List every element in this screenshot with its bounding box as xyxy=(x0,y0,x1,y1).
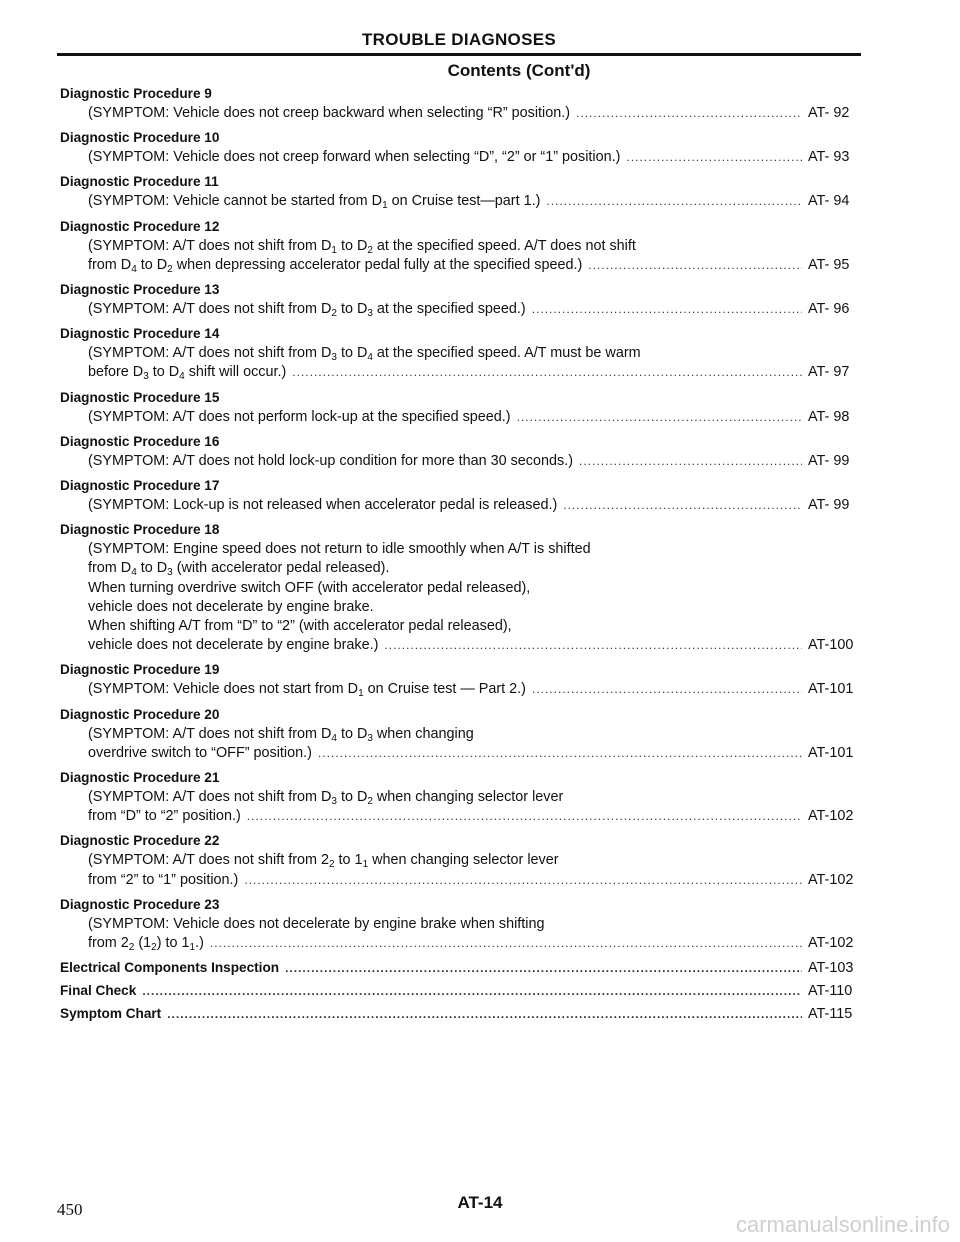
text-segment: (SYMPTOM: A/T does not hold lock-up condition for more than 30 seconds.) xyxy=(88,452,573,469)
description-text xyxy=(88,541,591,557)
entry-description-line xyxy=(60,807,860,826)
subscript: 4 xyxy=(131,263,137,275)
subscript: 2 xyxy=(128,942,135,954)
description-text xyxy=(88,618,512,634)
page-reference: AT-103 xyxy=(808,960,854,977)
text-segment: to D xyxy=(148,364,180,381)
entry-description-line xyxy=(60,408,860,427)
text-segment: to D xyxy=(336,345,368,362)
entry-description-line xyxy=(60,871,860,890)
page-reference: AT- 92 xyxy=(808,105,850,121)
text-segment: to D xyxy=(136,256,168,273)
dot-leader xyxy=(517,408,802,427)
description-text xyxy=(88,104,570,123)
toc-entry xyxy=(60,324,860,382)
text-segment: from “D” to “2” position.) xyxy=(88,808,241,825)
toc-entry xyxy=(60,217,860,275)
dot-leader xyxy=(579,452,802,471)
entry-title: Diagnostic Procedure 9 xyxy=(60,86,212,101)
text-segment: When shifting A/T from “D” to “2” (with accelerator pedal released), xyxy=(88,618,512,635)
description-text xyxy=(88,238,636,254)
description-text xyxy=(88,871,238,890)
page-reference: AT-102 xyxy=(808,871,854,888)
dot-leader xyxy=(167,1004,802,1024)
page-reference: AT-102 xyxy=(808,808,854,825)
entry-title: Diagnostic Procedure 14 xyxy=(60,326,220,342)
entry-title: Diagnostic Procedure 21 xyxy=(60,770,220,786)
text-segment: ) to 1 xyxy=(156,935,190,952)
entry-description-line xyxy=(60,915,860,934)
entry-description-line xyxy=(60,598,860,617)
description-text xyxy=(88,560,390,579)
text-segment: (SYMPTOM: Engine speed does not return to idle smoothly when A/T is shifted xyxy=(88,541,591,558)
text-segment: When turning overdrive switch OFF (with accelerator pedal released), xyxy=(88,579,531,596)
text-segment: when depressing accelerator pedal fully at the specified speed.) xyxy=(172,256,583,273)
description-text xyxy=(88,345,641,364)
toc-entry xyxy=(60,895,860,953)
page-code: AT-14 xyxy=(457,1193,503,1212)
text-segment: to D xyxy=(336,789,368,806)
entry-description-line xyxy=(60,636,860,655)
entry-title: Diagnostic Procedure 18 xyxy=(60,522,220,538)
entry-description-line xyxy=(60,788,860,807)
subscript: 3 xyxy=(367,732,373,744)
toc-entry xyxy=(60,958,860,978)
description-text xyxy=(88,452,573,471)
text-segment: when changing xyxy=(372,725,474,742)
page-reference: AT-102 xyxy=(808,935,854,952)
dot-leader xyxy=(532,300,802,319)
description-text xyxy=(88,934,204,953)
entry-title: Diagnostic Procedure 11 xyxy=(60,174,219,190)
description-text xyxy=(88,408,511,427)
subscript: 3 xyxy=(331,796,337,808)
entry-title: Diagnostic Procedure 17 xyxy=(60,478,220,494)
toc-entry xyxy=(60,172,860,211)
entry-row xyxy=(60,1004,860,1024)
page-reference: AT- 95 xyxy=(808,256,850,273)
text-segment: .) xyxy=(195,935,204,952)
entry-row xyxy=(60,981,860,1001)
entry-title: Symptom Chart xyxy=(60,1006,162,1022)
description-text xyxy=(88,744,312,763)
entry-title: Diagnostic Procedure 19 xyxy=(60,662,220,678)
text-segment: from 2 xyxy=(88,935,129,952)
subscript: 1 xyxy=(331,244,337,256)
text-segment: overdrive switch to “OFF” position.) xyxy=(88,744,312,761)
entry-description-line xyxy=(60,104,860,123)
subscript: 2 xyxy=(151,942,157,954)
text-segment: to D xyxy=(336,725,368,742)
entry-description-line xyxy=(60,344,860,363)
description-text xyxy=(88,852,559,871)
subscript: 4 xyxy=(331,732,337,744)
page-title: TROUBLE DIAGNOSES xyxy=(361,30,556,49)
entry-description-line xyxy=(60,148,860,167)
toc-entry xyxy=(60,432,860,471)
entry-title: Diagnostic Procedure 10 xyxy=(60,130,220,146)
text-segment: to D xyxy=(136,560,168,577)
description-text xyxy=(88,496,557,515)
text-segment: to D xyxy=(336,237,368,254)
dot-leader xyxy=(563,496,802,515)
dot-leader xyxy=(292,363,802,382)
entry-title: Diagnostic Procedure 16 xyxy=(60,433,220,449)
entry-description-line xyxy=(60,237,860,256)
entry-description-line xyxy=(60,192,860,211)
page-reference: AT-115 xyxy=(808,1006,853,1023)
text-segment: from D xyxy=(88,256,132,273)
toc-entry xyxy=(60,84,860,123)
text-segment: from “2” to “1” position.) xyxy=(88,871,239,888)
toc-entry xyxy=(60,831,860,889)
description-text xyxy=(88,148,620,167)
entry-description-line xyxy=(60,452,860,471)
subscript: 1 xyxy=(382,200,388,212)
page-reference: AT- 98 xyxy=(808,408,850,425)
entry-title: Diagnostic Procedure 22 xyxy=(60,833,220,849)
text-segment: (with accelerator pedal released). xyxy=(172,560,390,577)
subscript: 2 xyxy=(329,859,335,871)
toc-entry xyxy=(60,981,860,1001)
text-segment: (SYMPTOM: A/T does not shift from 2 xyxy=(88,852,329,869)
entry-title: Final Check xyxy=(60,983,137,999)
entry-description-line xyxy=(60,934,860,953)
toc-entry xyxy=(60,1004,860,1024)
subscript: 2 xyxy=(167,263,173,275)
text-segment: vehicle does not decelerate by engine brake.) xyxy=(88,637,379,654)
toc-entry xyxy=(60,388,860,427)
dot-leader xyxy=(588,256,802,275)
subscript: 2 xyxy=(367,244,373,256)
dot-leader xyxy=(244,871,802,890)
text-segment: shift will occur.) xyxy=(184,364,287,381)
entry-row xyxy=(60,958,860,978)
entry-description-line xyxy=(60,579,860,598)
entry-title: Diagnostic Procedure 13 xyxy=(60,282,220,298)
text-segment: when changing selector lever xyxy=(372,789,564,806)
entry-title: Electrical Components Inspection xyxy=(60,960,280,976)
page-reference: AT- 93 xyxy=(808,149,850,166)
text-segment: on Cruise test — Part 2.) xyxy=(363,681,526,698)
entry-description-line xyxy=(60,496,860,515)
description-text xyxy=(88,916,545,932)
dot-leader xyxy=(576,104,802,123)
page-reference: AT-110 xyxy=(808,983,853,1000)
text-segment: (SYMPTOM: Vehicle cannot be started from D xyxy=(88,193,383,210)
description-text xyxy=(88,256,582,275)
description-text xyxy=(88,680,526,699)
entry-description-line xyxy=(60,617,860,636)
page-subtitle: Contents (Cont'd) xyxy=(447,61,591,80)
description-text xyxy=(88,363,286,382)
subscript: 1 xyxy=(189,942,196,954)
toc-entry xyxy=(60,476,860,515)
text-segment: (SYMPTOM: A/T does not shift from D xyxy=(88,725,332,742)
text-segment: (SYMPTOM: A/T does not shift from D xyxy=(88,345,332,362)
dot-leader xyxy=(285,958,802,978)
description-text xyxy=(88,599,374,615)
toc-entry xyxy=(60,768,860,826)
toc-entry xyxy=(60,660,860,699)
page-number: 450 xyxy=(57,1200,83,1219)
toc-entry xyxy=(60,520,860,655)
subscript: 3 xyxy=(367,308,373,320)
description-text xyxy=(88,300,526,319)
toc-entry xyxy=(60,128,860,167)
text-segment: to 1 xyxy=(334,852,363,869)
entry-description-line xyxy=(60,559,860,578)
text-segment: from D xyxy=(88,560,132,577)
text-segment: (SYMPTOM: A/T does not shift from D xyxy=(88,237,332,254)
dot-leader xyxy=(318,744,802,763)
entry-description-line xyxy=(60,725,860,744)
dot-leader xyxy=(532,680,802,699)
page-reference: AT-101 xyxy=(808,744,854,761)
description-text xyxy=(88,726,474,742)
description-text xyxy=(88,807,241,826)
toc-entry xyxy=(60,705,860,763)
text-segment: (SYMPTOM: Vehicle does not creep backward when selecting “R” position.) xyxy=(88,105,571,121)
text-segment: on Cruise test—part 1.) xyxy=(387,193,541,210)
page-reference: AT-100 xyxy=(808,637,854,654)
text-segment: when changing selector lever xyxy=(368,852,559,869)
dot-leader xyxy=(247,807,802,826)
dot-leader xyxy=(546,192,802,211)
entry-description-line xyxy=(60,256,860,275)
header-rule xyxy=(57,53,861,56)
page-reference: AT- 97 xyxy=(808,364,850,381)
entry-description-line xyxy=(60,680,860,699)
entry-description-line xyxy=(60,363,860,382)
text-segment: vehicle does not decelerate by engine brake. xyxy=(88,598,374,615)
text-segment: (SYMPTOM: Lock-up is not released when accelerator pedal is released.) xyxy=(88,497,558,514)
entry-title: Diagnostic Procedure 23 xyxy=(60,896,220,912)
entry-title: Diagnostic Procedure 20 xyxy=(60,706,220,722)
text-segment: at the specified speed.) xyxy=(372,301,526,318)
description-text xyxy=(88,789,564,808)
page-reference: AT- 96 xyxy=(808,301,850,318)
description-text xyxy=(88,636,378,655)
entry-description-line xyxy=(60,851,860,870)
dot-leader xyxy=(210,934,802,953)
page-reference: AT- 94 xyxy=(808,193,850,210)
entry-description-line xyxy=(60,540,860,559)
table-of-contents xyxy=(60,84,860,1027)
subscript: 2 xyxy=(331,308,337,320)
subscript: 4 xyxy=(131,567,137,579)
subscript: 2 xyxy=(367,796,373,808)
text-segment: (1 xyxy=(134,935,152,952)
subscript: 3 xyxy=(167,567,173,579)
page-reference: AT- 99 xyxy=(808,497,850,514)
text-segment: (SYMPTOM: Vehicle does not creep forward when selecting “D”, “2” or “1” position.) xyxy=(88,149,621,166)
entry-description-line xyxy=(60,744,860,763)
subscript: 1 xyxy=(358,688,364,700)
toc-entry xyxy=(60,280,860,319)
subscript: 1 xyxy=(362,859,369,871)
description-text xyxy=(88,580,530,596)
text-segment: (SYMPTOM: A/T does not shift from D xyxy=(88,789,332,806)
text-segment: (SYMPTOM: A/T does not perform lock-up at the specified speed.) xyxy=(88,408,511,425)
subscript: 4 xyxy=(367,352,373,364)
page-reference: AT-101 xyxy=(808,681,854,698)
entry-title: Diagnostic Procedure 15 xyxy=(60,389,220,405)
text-segment: (SYMPTOM: Vehicle does not start from D xyxy=(88,681,359,698)
text-segment: before D xyxy=(88,364,144,381)
watermark: carmanualsonline.info xyxy=(735,1212,950,1237)
dot-leader xyxy=(142,981,802,1001)
text-segment: at the specified speed. A/T must be warm xyxy=(372,345,641,362)
subscript: 3 xyxy=(331,352,337,364)
page-header xyxy=(57,30,861,82)
subscript: 4 xyxy=(179,371,185,383)
text-segment: to D xyxy=(336,301,368,318)
text-segment: (SYMPTOM: A/T does not shift from D xyxy=(88,301,332,318)
page-reference: AT- 99 xyxy=(808,452,850,469)
description-text xyxy=(88,192,540,211)
entry-description-line xyxy=(60,300,860,319)
dot-leader xyxy=(384,636,802,655)
subscript: 3 xyxy=(143,371,149,383)
entry-title: Diagnostic Procedure 12 xyxy=(60,218,220,234)
text-segment: (SYMPTOM: Vehicle does not decelerate by engine brake when shifting xyxy=(88,915,545,932)
text-segment: at the specified speed. A/T does not shift xyxy=(372,237,636,254)
dot-leader xyxy=(626,148,802,167)
